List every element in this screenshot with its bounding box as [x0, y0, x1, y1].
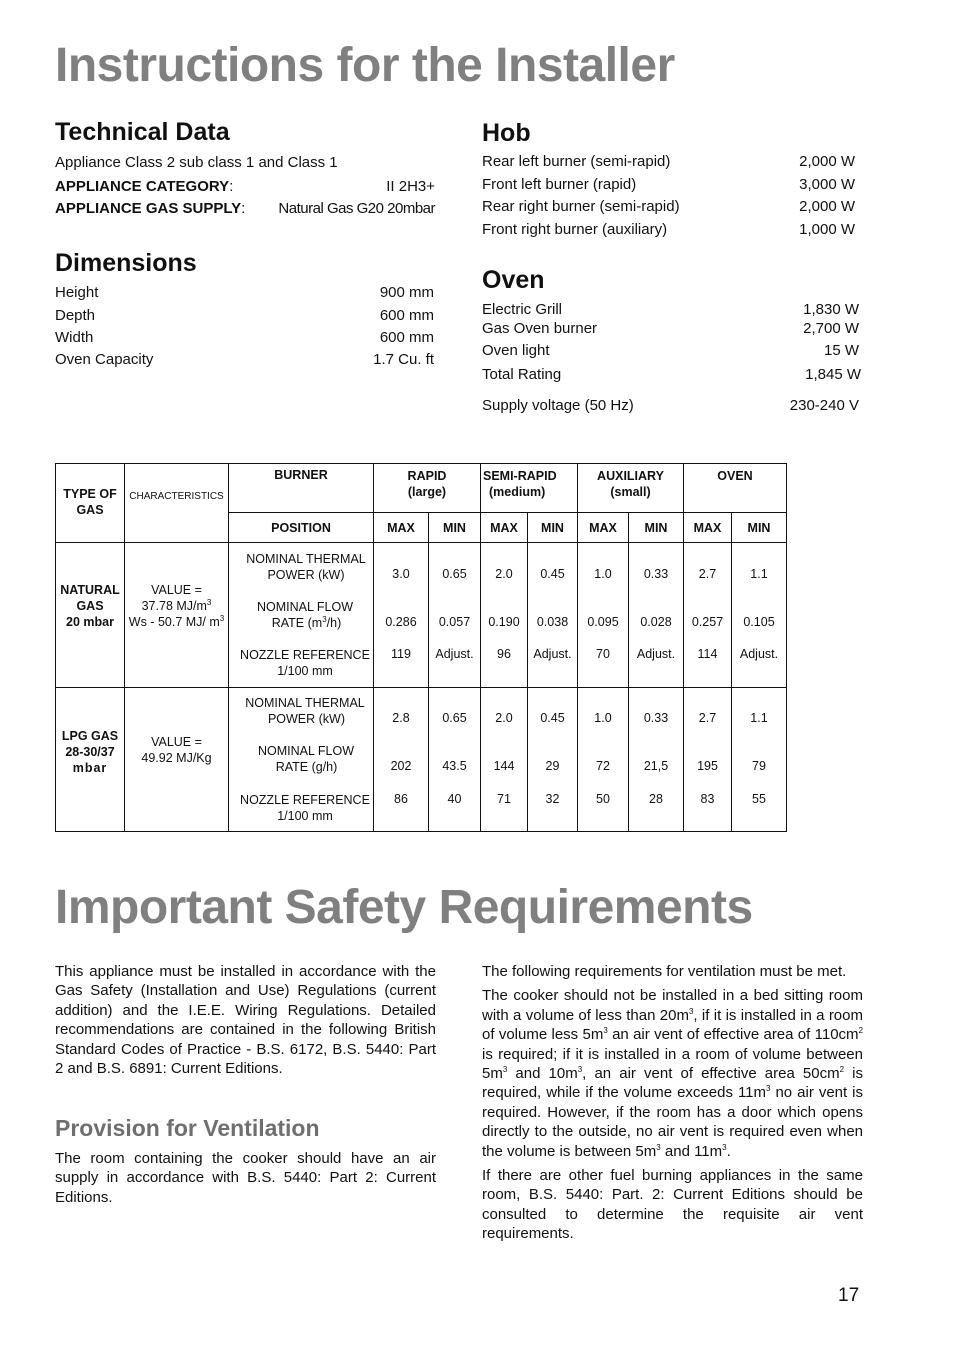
min-text: MIN — [747, 520, 771, 535]
oven-row — [482, 365, 861, 385]
characteristics-text: CHARACTERISTICS — [129, 491, 224, 502]
requirements-intro: The following requirements for ventilation must be met. — [482, 963, 847, 980]
hob-value: 3,000 W — [799, 176, 855, 193]
lpg-gas-row — [56, 688, 787, 832]
lpg-gas-characteristics-cell — [125, 688, 229, 832]
oven-value: 230-240 V — [789, 397, 859, 414]
burner-header — [229, 464, 374, 513]
flow-value: 195 — [697, 759, 718, 773]
min-header — [629, 513, 684, 543]
oven-row — [482, 319, 859, 339]
value-cell — [578, 688, 629, 832]
position-label: NOMINAL FLOW — [256, 600, 354, 614]
oven-label: Total Rating — [482, 366, 562, 383]
oven-value: 15 W — [823, 342, 859, 359]
appliance-class-text: Appliance Class 2 sub class 1 and Class 1 — [55, 154, 338, 171]
characteristic-line: VALUE = — [151, 735, 202, 749]
value-cell — [732, 543, 787, 688]
oven-value: 1,845 W — [805, 366, 861, 383]
oven-row — [482, 341, 859, 361]
position-label: NOZZLE REFERENCE — [240, 648, 370, 662]
burner-type-header — [578, 464, 684, 513]
power-value: 2.8 — [392, 711, 410, 725]
max-text: MAX — [490, 520, 518, 535]
natural-gas-type-cell — [56, 543, 125, 688]
safety-intro-paragraph: This appliance must be installed in accordance with the Gas Safety (Installation and Use) Regulations (current addition) and the I.E.E. Wiring Regulations. Detailed recommendations are contained in the following British Standard Codes of Practice - B.S. 6172, B.S. 5440: Part 2 and B.S. 6891: Current Editions. — [55, 963, 436, 1078]
power-value: 0.65 — [442, 711, 467, 725]
other-appliances-paragraph: If there are other fuel burning appliances in the same room, B.S. 5440: Part. 2: Current Editions should be consulted to determine the requisite air vent requirements. — [482, 1167, 863, 1243]
nozzle-value: 28 — [649, 792, 663, 806]
technical-data-heading: Technical Data — [55, 118, 230, 146]
flow-value: 79 — [752, 759, 766, 773]
position-label: 1/100 mm — [277, 809, 333, 823]
min-text: MIN — [541, 520, 564, 535]
nozzle-value: 70 — [596, 647, 610, 661]
burner-type-sub: (medium) — [489, 485, 546, 499]
ventilation-requirements — [482, 962, 863, 1249]
max-text: MAX — [693, 520, 722, 535]
power-value: 1.1 — [750, 711, 768, 725]
nozzle-value: 50 — [596, 792, 610, 806]
burner-text: BURNER — [274, 468, 328, 482]
hob-value: 2,000 W — [799, 198, 855, 215]
oven-value: 1,830 W — [803, 301, 859, 318]
appliance-gas-supply-row — [55, 199, 435, 219]
dimension-label: Height — [55, 284, 99, 301]
max-header — [684, 513, 732, 543]
burner-type-name: RAPID — [407, 469, 447, 483]
dimension-value: 900 mm — [379, 284, 434, 301]
position-label: RATE (g/h) — [275, 760, 338, 774]
value-cell — [629, 543, 684, 688]
dimensions-heading: Dimensions — [55, 249, 197, 277]
hob-row — [482, 152, 855, 172]
hob-value: 2,000 W — [799, 153, 855, 170]
burner-type-header — [684, 464, 787, 513]
characteristic-line: Ws - 50.7 MJ/ $m^3$ — [128, 613, 225, 629]
gas-burner-table — [55, 463, 787, 832]
dimension-value: 1.7 Cu. ft — [373, 351, 434, 368]
hob-label: Front right burner (auxiliary) — [482, 221, 668, 238]
value-cell — [429, 543, 481, 688]
position-label: NOMINAL THERMAL — [245, 696, 365, 710]
flow-value: 0.095 — [587, 615, 619, 629]
flow-value: 0.028 — [640, 615, 672, 629]
gas-type-line: LPG GAS — [61, 729, 119, 743]
min-header — [429, 513, 481, 543]
flow-value: 21,5 — [643, 759, 669, 773]
hob-heading: Hob — [482, 119, 531, 147]
position-label: POWER (kW) — [267, 712, 346, 726]
flow-value: 0.057 — [438, 615, 471, 629]
value-cell — [481, 688, 528, 832]
oven-row — [482, 396, 859, 416]
oven-heading: Oven — [482, 266, 545, 294]
flow-value: 202 — [390, 759, 412, 773]
value-cell — [528, 688, 578, 832]
nozzle-value: 119 — [391, 647, 411, 661]
burner-type-sub: (large) — [407, 485, 447, 499]
dimension-value: 600 mm — [379, 307, 434, 324]
burner-type-sub: (small) — [610, 485, 651, 499]
flow-value: 72 — [596, 759, 610, 773]
burner-type-name: SEMI-RAPID — [483, 469, 557, 483]
flow-value: 0.038 — [536, 615, 569, 629]
power-value: 0.45 — [540, 567, 565, 581]
appliance-category-label: APPLIANCE CATEGORY: — [55, 178, 234, 195]
dimension-row — [55, 328, 434, 348]
type-of-gas-header — [56, 464, 125, 543]
position-label: POWER (kW) — [267, 568, 345, 582]
hob-row — [482, 220, 855, 240]
gas-type-line: 28-30/37 — [65, 745, 115, 759]
dimension-row — [55, 283, 434, 303]
value-cell — [578, 543, 629, 688]
min-header — [528, 513, 578, 543]
ventilation-paragraph: The room containing the cooker should have an air supply in accordance with B.S. 5440: Part 2: Current Editions. — [55, 1150, 436, 1206]
burner-type-name: OVEN — [717, 469, 753, 483]
flow-value: 0.190 — [488, 615, 520, 629]
value-cell — [684, 543, 732, 688]
dimension-row — [55, 306, 434, 326]
gas-type-line: mbar — [72, 761, 108, 775]
nozzle-value: 83 — [700, 792, 715, 806]
dimension-label: Oven Capacity — [55, 351, 154, 368]
power-value: 2.7 — [698, 567, 717, 581]
characteristic-line: 49.92 MJ/Kg — [141, 751, 212, 765]
max-text: MAX — [387, 520, 415, 535]
power-value: 2.0 — [495, 567, 513, 581]
value-cell — [684, 688, 732, 832]
natural-gas-characteristics-cell — [125, 543, 229, 688]
power-value: 0.33 — [643, 567, 669, 581]
page-title-safety: Important Safety Requirements — [55, 881, 753, 934]
nozzle-value: 114 — [697, 647, 718, 661]
min-text: MIN — [443, 520, 466, 535]
characteristics-header — [125, 464, 229, 543]
nozzle-value: Adjust. — [739, 647, 779, 661]
characteristic-line: VALUE = — [151, 583, 202, 597]
power-value: 1.0 — [594, 711, 612, 725]
hob-label: Rear left burner (semi-rapid) — [482, 153, 671, 170]
burner-type-header — [481, 464, 578, 513]
gas-type-line: GAS — [76, 599, 104, 613]
nozzle-value: Adjust. — [533, 647, 572, 661]
hob-label: Rear right burner (semi-rapid) — [482, 198, 680, 215]
value-cell — [732, 688, 787, 832]
flow-value: 43.5 — [442, 759, 467, 773]
oven-value: 2,700 W — [803, 320, 859, 337]
position-label: NOMINAL THERMAL — [246, 552, 366, 566]
value-cell — [429, 688, 481, 832]
page-number: 17 — [838, 1285, 860, 1306]
characteristic-line: 37.78 $MJ/m^3$ — [141, 597, 212, 613]
flow-value: 29 — [545, 759, 560, 773]
oven-label: Electric Grill — [482, 301, 563, 318]
hob-row — [482, 197, 855, 217]
natural-gas-row — [56, 543, 787, 688]
value-cell — [374, 688, 429, 832]
min-header — [732, 513, 787, 543]
nozzle-value: 55 — [752, 792, 766, 806]
nozzle-value: 40 — [447, 792, 462, 806]
appliance-gas-supply-value: Natural Gas G20 20mbar — [278, 200, 435, 217]
nozzle-value: 32 — [545, 792, 560, 806]
max-header — [374, 513, 429, 543]
appliance-gas-supply-label: APPLIANCE GAS SUPPLY: — [55, 200, 246, 217]
min-text: MIN — [644, 520, 668, 535]
oven-row — [482, 300, 859, 320]
position-text: POSITION — [271, 520, 331, 535]
appliance-class-line — [55, 153, 435, 173]
nozzle-value: Adjust. — [435, 647, 474, 661]
position-label: RATE $(m^3/h)$ — [271, 614, 342, 630]
power-value: 3.0 — [392, 567, 410, 581]
hob-value: 1,000 W — [799, 221, 855, 238]
flow-value: 144 — [493, 759, 515, 773]
page-title-installer: Instructions for the Installer — [55, 39, 675, 92]
position-label: NOMINAL FLOW — [257, 744, 355, 758]
appliance-category-row — [55, 177, 435, 197]
power-value: 1.1 — [750, 567, 768, 581]
nozzle-value: Adjust. — [636, 647, 676, 661]
value-cell — [481, 543, 528, 688]
hob-label: Front left burner (rapid) — [482, 176, 637, 193]
lpg-gas-type-cell — [56, 688, 125, 832]
power-value: 0.45 — [540, 711, 565, 725]
dimension-label: Depth — [55, 307, 96, 324]
hob-row — [482, 175, 855, 195]
natural-gas-position-cell — [229, 543, 374, 688]
oven-label: Gas Oven burner — [482, 320, 598, 337]
oven-label: Oven light — [482, 342, 550, 359]
flow-value: 0.286 — [385, 615, 417, 629]
dimension-value: 600 mm — [379, 329, 434, 346]
lpg-gas-position-cell — [229, 688, 374, 832]
power-value: 1.0 — [594, 567, 612, 581]
power-value: 0.33 — [643, 711, 669, 725]
type-of-gas-text: TYPE OF GAS — [63, 487, 117, 517]
max-header — [578, 513, 629, 543]
max-header — [481, 513, 528, 543]
max-text: MAX — [589, 520, 617, 535]
position-header — [229, 513, 374, 543]
dimension-label: Width — [55, 329, 94, 346]
value-cell — [629, 688, 684, 832]
nozzle-value: 96 — [497, 647, 511, 661]
power-value: 2.0 — [495, 711, 513, 725]
burner-type-name: AUXILIARY — [597, 469, 664, 483]
flow-value: 0.105 — [743, 615, 775, 629]
power-value: 2.7 — [698, 711, 717, 725]
power-value: 0.65 — [442, 567, 467, 581]
value-cell — [528, 543, 578, 688]
room-volume-paragraph: The cooker should not be installed in a bed sitting room with a volume of less than $20m^3$, if it is installed in a room of volume less $5m^3$ an air vent of effective area of $110cm^2$ is required; if it is installed in a room of volume between $5m^3$ and $10m^3$, an air vent of effective area $50cm^2$ is required, while if the volume exceeds $11m^3$ no air vent is required. However, if the room has a door which opens directly to the outside, no air vent is required even when the volume is between $5m^3$ and $11m^3$. — [482, 987, 864, 1160]
position-label: NOZZLE REFERENCE — [240, 793, 370, 807]
flow-value: 0.257 — [691, 615, 724, 629]
ventilation-heading: Provision for Ventilation — [55, 1115, 320, 1141]
nozzle-value: 86 — [394, 792, 408, 806]
oven-label: Supply voltage (50 Hz) — [482, 397, 634, 414]
position-label: 1/100 mm — [277, 664, 333, 678]
gas-type-line: NATURAL — [60, 583, 120, 597]
burner-type-header — [374, 464, 481, 513]
dimension-row — [55, 350, 434, 370]
table-header-row — [56, 464, 787, 513]
value-cell — [374, 543, 429, 688]
appliance-category-value: II 2H3+ — [386, 178, 435, 195]
gas-type-line: 20 mbar — [66, 615, 114, 629]
nozzle-value: 71 — [497, 792, 511, 806]
